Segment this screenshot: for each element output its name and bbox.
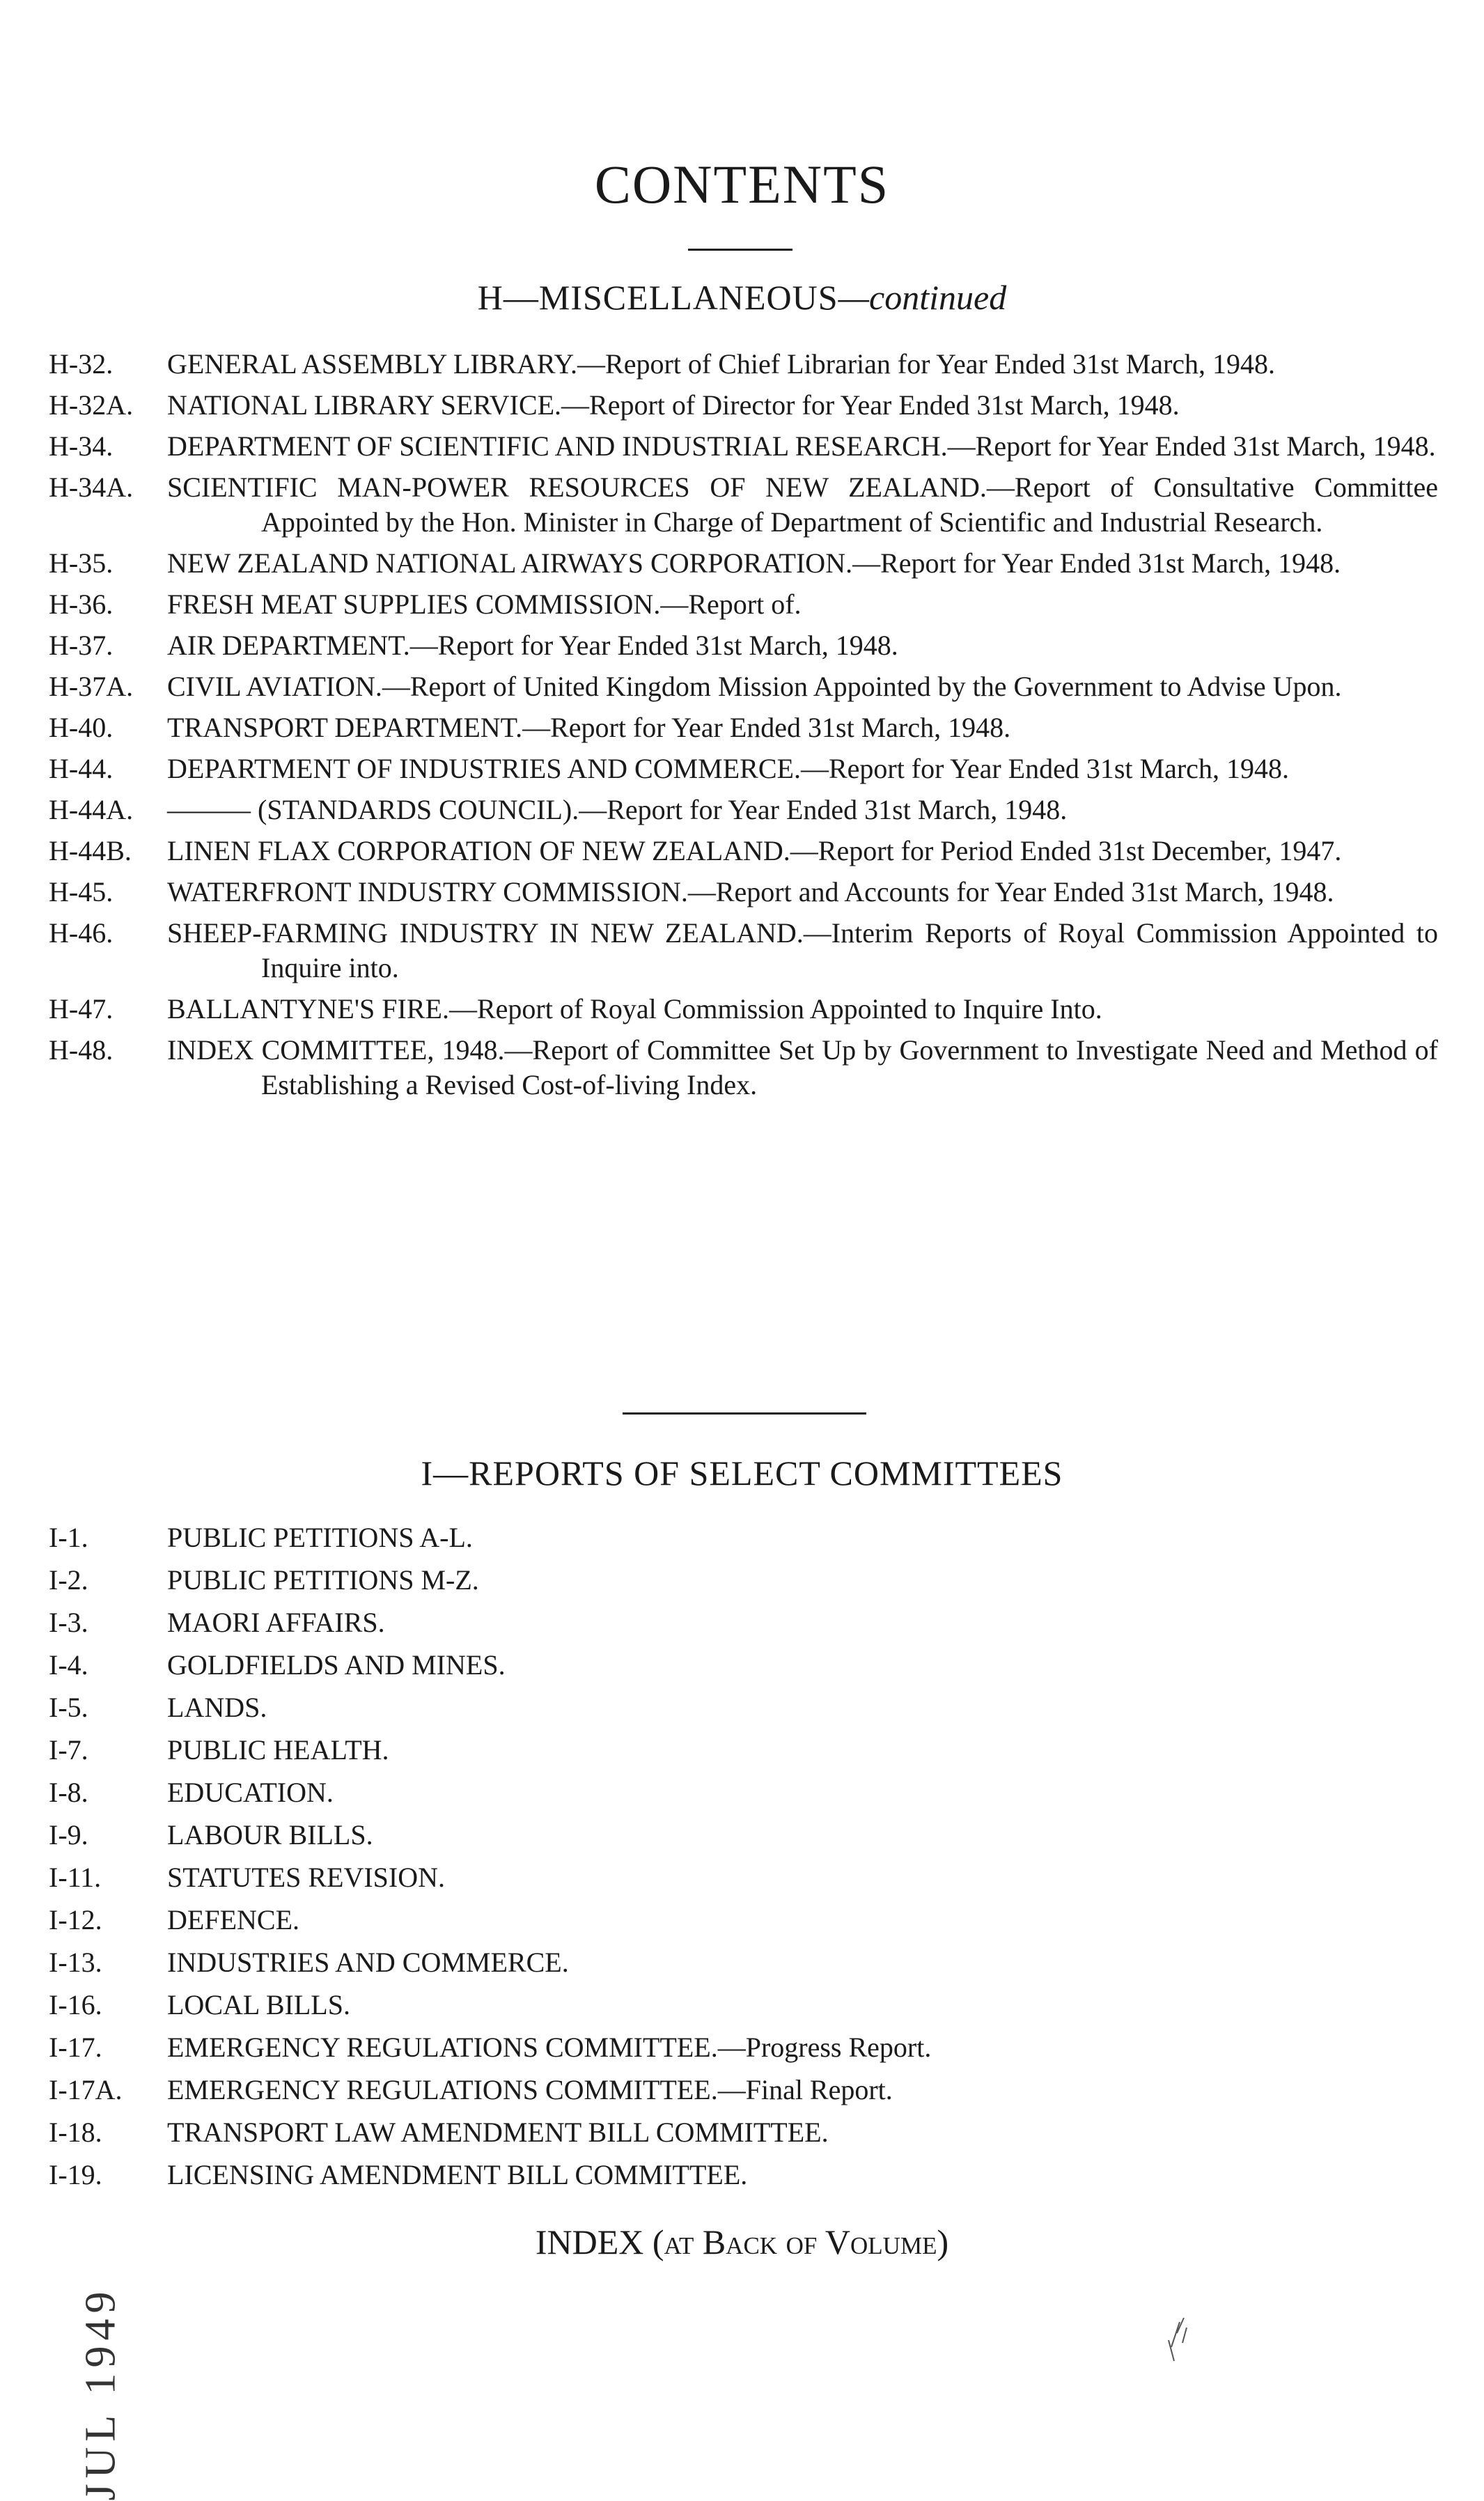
- committee-row: [49, 1686, 1372, 1729]
- entry-code: H-45.: [49, 876, 114, 907]
- contents-entry: [49, 429, 1438, 464]
- ink-mark: [1156, 2312, 1198, 2368]
- entry-code: H-47.: [49, 993, 114, 1024]
- entry-code: H-34A.: [49, 472, 134, 503]
- committee-row: [49, 1601, 1372, 1644]
- committee-code: I-8.: [49, 1777, 88, 1808]
- entry-text: WATERFRONT INDUSTRY COMMISSION.—Report and Accounts for Year Ended 31st March, 1948.: [167, 876, 1334, 907]
- index-note-paren: (at Back of Volume): [652, 2222, 949, 2261]
- committee-row: [49, 1771, 1372, 1814]
- index-note: [0, 2222, 1484, 2262]
- committee-row: [49, 1644, 1372, 1686]
- committee-code: I-1.: [49, 1522, 88, 1553]
- committee-name: LANDS.: [167, 1692, 267, 1723]
- committee-row: [49, 1899, 1372, 1941]
- committee-name: PUBLIC PETITIONS A-L.: [167, 1522, 473, 1553]
- entry-text: NATIONAL LIBRARY SERVICE.—Report of Director for Year Ended 31st March, 1948.: [167, 389, 1180, 421]
- contents-entry: [49, 751, 1438, 786]
- committee-row: [49, 1856, 1372, 1899]
- entry-text: SHEEP-FARMING INDUSTRY IN NEW ZEALAND.—Interim Reports of Royal Commission Appointed to Inquire into.: [167, 917, 1438, 983]
- section-h-title: H—MISCELLANEOUS: [477, 278, 838, 317]
- committee-code: I-5.: [49, 1692, 88, 1723]
- committee-code: I-16.: [49, 1989, 102, 2020]
- entry-code: H-32.: [49, 348, 114, 380]
- committee-code: I-3.: [49, 1607, 88, 1638]
- committee-row: [49, 1559, 1372, 1601]
- entry-text: DEPARTMENT OF INDUSTRIES AND COMMERCE.—Report for Year Ended 31st March, 1948.: [167, 753, 1289, 784]
- entry-text: LINEN FLAX CORPORATION OF NEW ZEALAND.—Report for Period Ended 31st December, 1947.: [167, 835, 1342, 866]
- committee-code: I-13.: [49, 1947, 102, 1978]
- entry-code: H-36.: [49, 589, 114, 620]
- contents-entry: [49, 546, 1438, 581]
- committee-code: I-19.: [49, 2159, 102, 2190]
- entry-text: FRESH MEAT SUPPLIES COMMISSION.—Report of.: [167, 589, 802, 620]
- entry-code: H-34.: [49, 430, 114, 462]
- section-heading-h: [0, 277, 1484, 318]
- committee-name: LICENSING AMENDMENT BILL COMMITTEE.: [167, 2159, 748, 2190]
- committee-code: I-2.: [49, 1564, 88, 1596]
- committee-name: LABOUR BILLS.: [167, 1819, 373, 1851]
- committee-code: I-9.: [49, 1819, 88, 1851]
- section-divider: [623, 1412, 866, 1415]
- entry-text: SCIENTIFIC MAN-POWER RESOURCES OF NEW ZEALAND.—Report of Consultative Committee Appointed by the Hon. Minister in Charge of Department of Scientific and Industrial Research.: [167, 472, 1438, 538]
- committee-row: [49, 1729, 1372, 1771]
- contents-entry: [49, 669, 1438, 704]
- committee-name: LOCAL BILLS.: [167, 1989, 350, 2020]
- entry-text: INDEX COMMITTEE, 1948.—Report of Committee Set Up by Government to Investigate Need and Method of Establishing a Revised Cost-of-living Index.: [167, 1034, 1438, 1100]
- committee-name: INDUSTRIES AND COMMERCE.: [167, 1947, 569, 1978]
- entry-text: NEW ZEALAND NATIONAL AIRWAYS CORPORATION.—Report for Year Ended 31st March, 1948.: [167, 547, 1341, 579]
- entry-text: TRANSPORT DEPARTMENT.—Report for Year Ended 31st March, 1948.: [167, 712, 1011, 743]
- committee-row: [49, 1984, 1372, 2026]
- committee-row: [49, 2111, 1372, 2153]
- entry-text: BALLANTYNE'S FIRE.—Report of Royal Commission Appointed to Inquire Into.: [167, 993, 1102, 1024]
- committee-row: [49, 2026, 1372, 2068]
- committee-name: PUBLIC PETITIONS M-Z.: [167, 1564, 479, 1596]
- committee-name: STATUTES REVISION.: [167, 1862, 446, 1893]
- committee-name: PUBLIC HEALTH.: [167, 1734, 389, 1766]
- contents-entry: [49, 875, 1438, 910]
- entry-code: H-44.: [49, 753, 114, 784]
- contents-entry: [49, 628, 1438, 663]
- title-rule: [688, 249, 792, 251]
- contents-entry: [49, 587, 1438, 622]
- committee-row: [49, 2153, 1372, 2196]
- committee-row: [49, 2068, 1372, 2111]
- entry-text: DEPARTMENT OF SCIENTIFIC AND INDUSTRIAL RESEARCH.—Report for Year Ended 31st March, 1948.: [167, 430, 1436, 462]
- committee-name: GOLDFIELDS AND MINES.: [167, 1649, 506, 1681]
- committee-name: EMERGENCY REGULATIONS COMMITTEE.—Final Report.: [167, 2074, 893, 2105]
- committee-code: I-4.: [49, 1649, 88, 1681]
- date-stamp: JUL 1949: [77, 2286, 125, 2501]
- entry-code: H-44B.: [49, 835, 132, 866]
- contents-entry: [49, 793, 1438, 827]
- committee-code: I-7.: [49, 1734, 88, 1766]
- section-heading-i: I—REPORTS OF SELECT COMMITTEES: [421, 1454, 1063, 1493]
- committee-row: [49, 1516, 1372, 1559]
- committee-code: I-17A.: [49, 2074, 123, 2105]
- committee-code: I-17.: [49, 2032, 102, 2063]
- contents-entry: [49, 1033, 1438, 1103]
- entry-code: H-35.: [49, 547, 114, 579]
- committee-code: I-11.: [49, 1862, 102, 1893]
- entry-text: CIVIL AVIATION.—Report of United Kingdom Mission Appointed by the Government to Advise Upon.: [167, 671, 1342, 702]
- entry-text: ——— (STANDARDS COUNCIL).—Report for Year Ended 31st March, 1948.: [167, 794, 1068, 825]
- contents-entry: [49, 834, 1438, 868]
- committee-name: EMERGENCY REGULATIONS COMMITTEE.—Progress Report.: [167, 2032, 932, 2063]
- contents-entry: [49, 470, 1438, 540]
- entry-text: AIR DEPARTMENT.—Report for Year Ended 31st March, 1948.: [167, 630, 898, 661]
- committee-name: EDUCATION.: [167, 1777, 334, 1808]
- contents-entry: [49, 388, 1438, 423]
- committee-list: [49, 1516, 1372, 2196]
- entry-code: H-46.: [49, 917, 114, 949]
- entry-code: H-44A.: [49, 794, 134, 825]
- committee-row: [49, 1941, 1372, 1984]
- committee-name: DEFENCE.: [167, 1904, 299, 1935]
- contents-entry: [49, 710, 1438, 745]
- entry-code: H-32A.: [49, 389, 134, 421]
- contents-entry: [49, 992, 1438, 1027]
- entry-code: H-37A.: [49, 671, 134, 702]
- committee-code: I-18.: [49, 2117, 102, 2148]
- committee-code: I-12.: [49, 1904, 102, 1935]
- entry-code: H-37.: [49, 630, 114, 661]
- contents-entry: [49, 347, 1438, 382]
- committee-name: TRANSPORT LAW AMENDMENT BILL COMMITTEE.: [167, 2117, 829, 2148]
- page-title: CONTENTS: [594, 154, 890, 215]
- section-h-continued: —continued: [838, 278, 1007, 317]
- committee-row: [49, 1814, 1372, 1856]
- entry-text: GENERAL ASSEMBLY LIBRARY.—Report of Chief Librarian for Year Ended 31st March, 1948.: [167, 348, 1276, 380]
- index-note-main: INDEX: [535, 2222, 644, 2261]
- contents-list-h: [49, 347, 1438, 1109]
- contents-entry: [49, 916, 1438, 985]
- entry-code: H-48.: [49, 1034, 114, 1066]
- entry-code: H-40.: [49, 712, 114, 743]
- committee-name: MAORI AFFAIRS.: [167, 1607, 385, 1638]
